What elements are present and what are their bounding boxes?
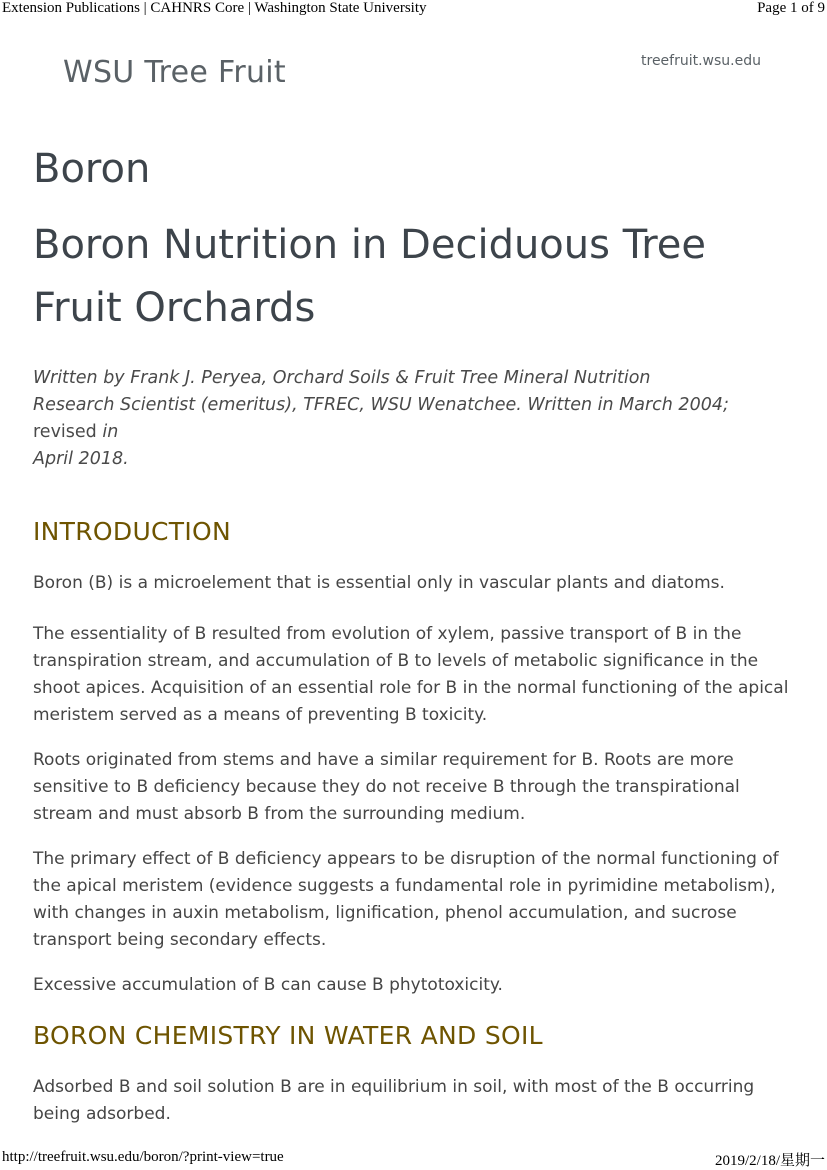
byline-line-3: April 2018. [33, 449, 129, 469]
intro-paragraph-1: Boron (B) is a microelement that is essential only in vascular plants and diatoms. [33, 573, 725, 593]
print-footer-url: http://treefruit.wsu.edu/boron/?print-view=true [2, 1149, 284, 1165]
page-title: Boron [33, 146, 151, 192]
byline [33, 365, 798, 473]
article-title: Boron Nutrition in Deciduous Tree Fruit Orchards [33, 222, 707, 331]
intro-paragraph-2: The essentiality of B resulted from evolution of xylem, passive transport of B in the transpiration stream, and accumulation of B to levels of metabolic significance in the shoot apices. Acquisition of an essential role for B in the normal functioning of the apical meristem served as a means of preventing B toxicity. [33, 624, 789, 725]
intro-paragraph-4: The primary effect of B deficiency appears to be disruption of the normal functioning of the apical meristem (evidence suggests a fundamental role in pyrimidine metabolism), with changes in auxin metabolism, lignification, phenol accumulation, and sucrose transport being secondary effects. [33, 849, 779, 950]
section-heading-introduction: INTRODUCTION [33, 517, 232, 546]
byline-line-1: Written by Frank J. Peryea, Orchard Soils & Fruit Tree Mineral Nutrition [33, 368, 651, 388]
byline-in: in [102, 422, 119, 442]
print-footer-date: 2019/2/18/星期一 [714, 1153, 825, 1169]
chemistry-paragraph-1: Adsorbed B and soil solution B are in equilibrium in soil, with most of the B occurring being adsorbed. [33, 1077, 755, 1124]
print-footer [0, 1149, 827, 1169]
site-url-link[interactable]: treefruit.wsu.edu [641, 53, 761, 69]
byline-revised: revised [33, 422, 97, 442]
intro-paragraph-3: Roots originated from stems and have a similar requirement for B. Roots are more sensitive to B deficiency because they do not receive B through the transpirational stream and must absorb B from the surrounding medium. [33, 750, 740, 824]
section-heading-chemistry: BORON CHEMISTRY IN WATER AND SOIL [33, 1021, 543, 1050]
main-content [33, 140, 798, 1128]
print-header [0, 0, 827, 20]
print-header-page-number: Page 1 of 9 [757, 0, 825, 16]
print-header-source: Extension Publications | CAHNRS Core | Washington State University [2, 0, 427, 16]
byline-line-2: Research Scientist (emeritus), TFREC, WSU Wenatchee. Written in March 2004; [33, 395, 729, 415]
site-name-link[interactable]: WSU Tree Fruit [63, 55, 286, 90]
intro-paragraph-5: Excessive accumulation of B can cause B phytotoxicity. [33, 975, 503, 995]
